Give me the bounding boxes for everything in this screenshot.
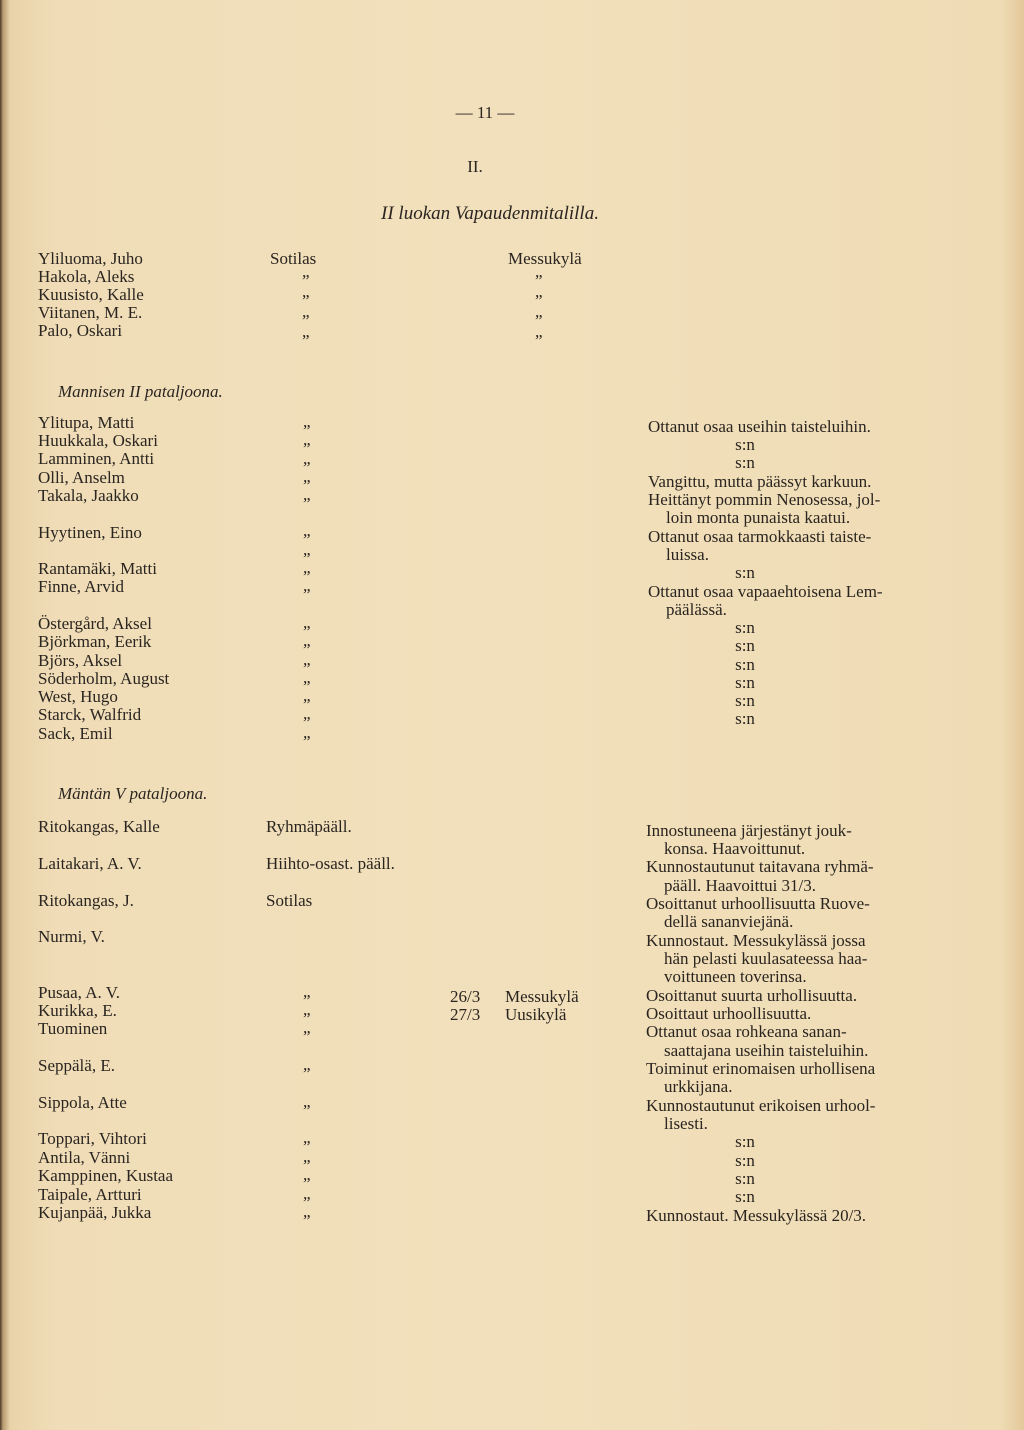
g2-name-11: Björs, Aksel xyxy=(38,651,123,670)
g2-ditto: ” xyxy=(303,659,311,678)
g3-ditto: ” xyxy=(303,1101,311,1120)
g3-ditto: ” xyxy=(303,1193,311,1212)
g3-rank-1: Ryhmäpääll. xyxy=(266,817,352,836)
g3-date-1: 26/3 xyxy=(450,987,481,1006)
g2-ditto: ” xyxy=(303,640,311,659)
g2-note-15: s:n xyxy=(735,673,755,692)
g3-name-5: Pusaa, A. V. xyxy=(38,983,121,1002)
g2-note-12: s:n xyxy=(735,618,755,637)
g1-rank-4: ” xyxy=(302,311,310,330)
g3-note-8: hän pelasti kuulasateessa haa- xyxy=(664,949,868,968)
g3-note-10: Osoittanut suurta urhollisuutta. xyxy=(646,986,858,1005)
g2-note-10: Ottanut osaa vapaaehtoisena Lem- xyxy=(648,582,883,601)
g3-note-18: s:n xyxy=(735,1132,755,1151)
g1-name-5: Palo, Oskari xyxy=(38,321,123,340)
g3-ditto: ” xyxy=(303,991,311,1010)
g2-name-6: Hyytinen, Eino xyxy=(38,523,142,542)
g3-rank-2: Hiihto-osast. pääll. xyxy=(266,854,395,873)
g2-note-3: s:n xyxy=(735,453,755,472)
g3-ditto: ” xyxy=(303,1174,311,1193)
g2-ditto: ” xyxy=(303,677,311,696)
g3-name-3: Ritokangas, J. xyxy=(38,891,134,910)
g3-name-4: Nurmi, V. xyxy=(38,927,105,946)
g2-note-11: päälässä. xyxy=(666,600,727,619)
g2-ditto: ” xyxy=(303,476,311,495)
g3-ditto: ” xyxy=(303,1137,311,1156)
g3-ditto: ” xyxy=(303,1211,311,1230)
g3-ditto: ” xyxy=(303,1009,311,1028)
g2-name-9: Östergård, Aksel xyxy=(38,614,152,633)
g2-note-8: luissa. xyxy=(666,545,709,564)
g2-name-2: Huukkala, Oskari xyxy=(38,431,158,450)
g3-note-3: Kunnostautunut taitavana ryhmä- xyxy=(646,857,874,876)
g2-note-6: loin monta punaista kaatui. xyxy=(666,508,851,527)
page-number: — 11 — xyxy=(455,103,515,122)
g3-name-2: Laitakari, A. V. xyxy=(38,854,142,873)
g2-ditto: ” xyxy=(303,458,311,477)
g3-note-19: s:n xyxy=(735,1151,755,1170)
g3-name-12: Kamppinen, Kustaa xyxy=(38,1166,174,1185)
g1-place-5: ” xyxy=(535,331,543,350)
g2-note-2: s:n xyxy=(735,435,755,454)
g3-note-16: Kunnostautunut erikoisen urhool- xyxy=(646,1096,876,1115)
g3-name-11: Antila, Vänni xyxy=(38,1148,131,1167)
g3-note-20: s:n xyxy=(735,1169,755,1188)
g2-note-7: Ottanut osaa tarmokkaasti taiste- xyxy=(648,527,872,546)
g2-name-4: Olli, Anselm xyxy=(38,468,125,487)
g3-date-2: 27/3 xyxy=(450,1005,481,1024)
g2-ditto: ” xyxy=(303,530,311,549)
g1-rank-2: ” xyxy=(302,271,310,290)
g3-note-5: Osoittanut urhoollisuutta Ruove- xyxy=(646,894,870,913)
g2-ditto: ” xyxy=(303,567,311,586)
g2-ditto: ” xyxy=(303,732,311,751)
g2-name-10: Björkman, Eerik xyxy=(38,632,152,651)
g3-note-4: pääll. Haavoittui 31/3. xyxy=(664,876,817,895)
section-number: II. xyxy=(467,157,483,176)
g3-date-place-2: Uusikylä xyxy=(505,1005,567,1024)
g3-name-6: Kurikka, E. xyxy=(38,1001,117,1020)
g2-ditto: ” xyxy=(303,713,311,732)
g2-name-7: Rantamäki, Matti xyxy=(38,559,157,578)
g2-name-5: Takala, Jaakko xyxy=(38,486,139,505)
g2-ditto: ” xyxy=(303,695,311,714)
g3-note-2: konsa. Haavoittunut. xyxy=(664,839,806,858)
g1-rank-3: ” xyxy=(302,291,310,310)
g1-place-3: ” xyxy=(535,291,543,310)
g2-note-1: Ottanut osaa useihin taisteluihin. xyxy=(648,417,871,436)
g3-note-9: voittuneen toverinsa. xyxy=(664,967,807,986)
g2-ditto: ” xyxy=(303,421,311,440)
g2-ditto: ” xyxy=(303,549,311,568)
g1-place-4: ” xyxy=(535,311,543,330)
g2-name-13: West, Hugo xyxy=(38,687,118,706)
g3-note-13: saattajana useihin taisteluihin. xyxy=(664,1041,869,1060)
g3-name-14: Kujanpää, Jukka xyxy=(38,1203,152,1222)
g2-note-16: s:n xyxy=(735,691,755,710)
g2-note-9: s:n xyxy=(735,563,755,582)
g3-note-7: Kunnostaut. Messukylässä jossa xyxy=(646,931,866,950)
g3-heading: Mäntän V pataljoona. xyxy=(58,784,208,803)
g3-rank-3: Sotilas xyxy=(266,891,313,910)
g2-ditto: ” xyxy=(303,494,311,513)
g1-name-4: Viitanen, M. E. xyxy=(38,303,143,322)
g3-date-place-1: Messukylä xyxy=(505,987,579,1006)
g2-ditto: ” xyxy=(303,622,311,641)
g2-heading: Mannisen II pataljoona. xyxy=(58,382,223,401)
g2-name-8: Finne, Arvid xyxy=(38,577,124,596)
g3-ditto: ” xyxy=(303,1027,311,1046)
g2-note-5: Heittänyt pommin Nenosessa, jol- xyxy=(648,490,881,509)
g1-name-1: Yliluoma, Juho xyxy=(38,249,143,268)
g3-note-12: Ottanut osaa rohkeana sanan- xyxy=(646,1022,847,1041)
g3-name-8: Seppälä, E. xyxy=(38,1056,115,1075)
g3-note-11: Osoittaut urhoollisuutta. xyxy=(646,1004,812,1023)
g3-name-1: Ritokangas, Kalle xyxy=(38,817,160,836)
g3-note-21: s:n xyxy=(735,1187,755,1206)
g3-name-7: Tuominen xyxy=(38,1019,108,1038)
g2-name-3: Lamminen, Antti xyxy=(38,449,155,468)
g2-name-1: Ylitupa, Matti xyxy=(38,413,135,432)
g1-name-2: Hakola, Aleks xyxy=(38,267,135,286)
g2-note-13: s:n xyxy=(735,636,755,655)
g3-note-6: dellä sananviejänä. xyxy=(664,912,794,931)
g2-ditto: ” xyxy=(303,585,311,604)
g2-note-14: s:n xyxy=(735,655,755,674)
g2-name-15: Sack, Emil xyxy=(38,724,113,743)
g3-note-1: Innostuneena järjestänyt jouk- xyxy=(646,821,852,840)
g3-note-15: urkkijana. xyxy=(664,1077,733,1096)
g3-note-17: lisesti. xyxy=(664,1114,708,1133)
g3-note-22: Kunnostaut. Messukylässä 20/3. xyxy=(646,1206,867,1225)
g1-place-2: ” xyxy=(535,271,543,290)
g3-ditto: ” xyxy=(303,1156,311,1175)
g1-place-1: Messukylä xyxy=(508,249,582,268)
g3-ditto: ” xyxy=(303,1064,311,1083)
g1-rank-1: Sotilas xyxy=(270,249,317,268)
g3-note-14: Toiminut erinomaisen urhollisena xyxy=(646,1059,876,1078)
section-title: II luokan Vapaudenmitalilla. xyxy=(381,203,599,224)
g1-rank-5: ” xyxy=(302,331,310,350)
g2-note-17: s:n xyxy=(735,709,755,728)
g1-name-3: Kuusisto, Kalle xyxy=(38,285,144,304)
g3-name-9: Sippola, Atte xyxy=(38,1093,127,1112)
g3-name-13: Taipale, Artturi xyxy=(38,1185,142,1204)
g2-name-12: Söderholm, August xyxy=(38,669,170,688)
g2-ditto: ” xyxy=(303,439,311,458)
g2-note-4: Vangittu, mutta päässyt karkuun. xyxy=(648,472,872,491)
g3-name-10: Toppari, Vihtori xyxy=(38,1129,147,1148)
g2-name-14: Starck, Walfrid xyxy=(38,705,142,724)
